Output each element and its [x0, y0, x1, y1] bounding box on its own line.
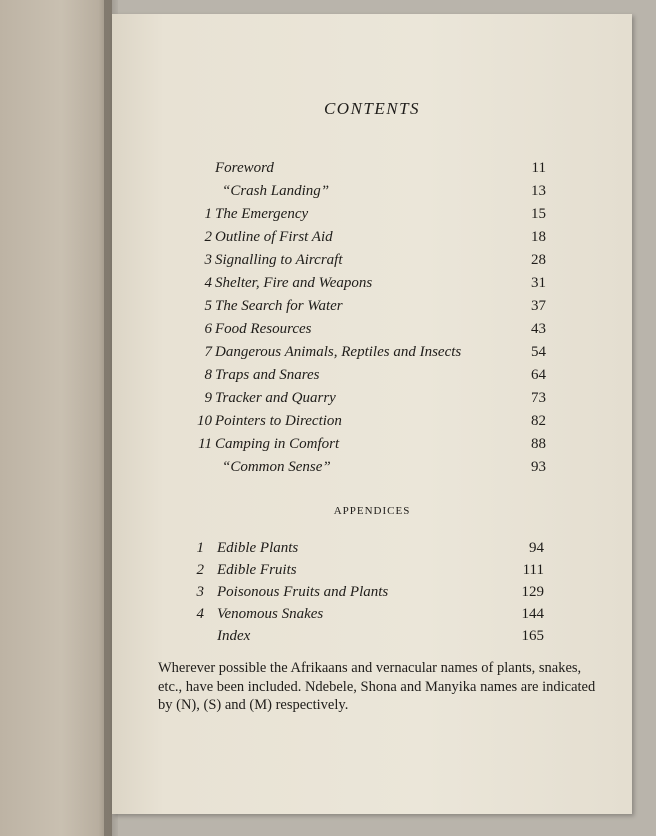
toc-entry — [112, 249, 632, 271]
toc-entry-page: 18 — [531, 229, 546, 245]
toc-entry-number: 4 — [204, 275, 212, 291]
appendix-entry-page: 111 — [522, 562, 544, 578]
appendix-entry-number: 2 — [196, 562, 204, 578]
appendix-entry-title: Venomous Snakes — [217, 606, 324, 622]
toc-entry-page: 64 — [531, 367, 546, 383]
appendix-entry-number: 4 — [196, 606, 204, 622]
toc-entry-title: The Search for Water — [215, 298, 343, 314]
toc-entry-title: Pointers to Direction — [215, 413, 342, 429]
appendix-entry-page: 165 — [521, 628, 544, 644]
toc-entry-page: 37 — [531, 298, 546, 314]
appendix-entry — [112, 603, 632, 625]
page-title: CONTENTS — [323, 99, 421, 118]
toc-entry-page: 13 — [531, 183, 546, 199]
toc-entry-title: Outline of First Aid — [215, 229, 333, 245]
toc-entry — [112, 318, 632, 340]
names-note: Wherever possible the Afrikaans and vernacular names of plants, snakes, etc., have been included. Ndebele, Shona and Manyika names are indicated by (N), (S) and (M) respectively. — [158, 660, 596, 713]
toc-entry-number: 7 — [204, 344, 212, 360]
appendix-entry — [112, 581, 632, 603]
toc-entry-page: 11 — [531, 160, 546, 176]
toc-entry — [112, 410, 632, 432]
toc-entry — [112, 433, 632, 455]
toc-entry — [112, 180, 632, 202]
toc-entry-number: 10 — [197, 413, 212, 429]
appendix-entry-page: 144 — [521, 606, 544, 622]
toc-entry — [112, 295, 632, 317]
toc-entry — [112, 203, 632, 225]
toc-entry-title: “Crash Landing” — [222, 183, 330, 199]
appendix-entry — [112, 537, 632, 559]
toc-entry — [112, 456, 632, 478]
toc-entry-title: Dangerous Animals, Reptiles and Insects — [215, 344, 462, 360]
left-page — [0, 0, 112, 836]
toc-entry-number: 9 — [204, 390, 212, 406]
toc-entry-number: 2 — [204, 229, 212, 245]
toc-entry-page: 54 — [531, 344, 546, 360]
toc-entry-page: 93 — [531, 459, 546, 475]
toc-entry-number: 3 — [204, 252, 212, 268]
toc-entry-title: “Common Sense” — [222, 459, 331, 475]
toc-entry — [112, 272, 632, 294]
appendix-entry-title: Edible Fruits — [217, 562, 297, 578]
toc-entry — [112, 341, 632, 363]
toc-entry-page: 15 — [531, 206, 546, 222]
toc-entry — [112, 364, 632, 386]
appendix-entry-page: 129 — [521, 584, 544, 600]
toc-entry-number: 8 — [204, 367, 212, 383]
toc-entry-title: Traps and Snares — [215, 367, 320, 383]
toc-entry-number: 6 — [204, 321, 212, 337]
appendix-entry-title: Edible Plants — [217, 540, 299, 556]
toc-entry — [112, 226, 632, 248]
appendix-entry — [112, 625, 632, 647]
toc-entry-title: Signalling to Aircraft — [215, 252, 343, 268]
toc-entry-number: 1 — [204, 206, 212, 222]
toc-entry-page: 43 — [531, 321, 546, 337]
appendices-heading: APPENDICES — [333, 505, 411, 517]
toc-entry — [112, 387, 632, 409]
toc-entry-title: The Emergency — [215, 206, 309, 222]
toc-entry-title: Food Resources — [215, 321, 312, 337]
toc-entry-page: 28 — [531, 252, 546, 268]
contents-page — [112, 14, 632, 814]
toc-entry-title: Tracker and Quarry — [215, 390, 336, 406]
toc-entry-page: 73 — [531, 390, 546, 406]
appendix-entry-number: 1 — [196, 540, 204, 556]
appendix-entry-page: 94 — [529, 540, 544, 556]
toc-entry-title: Camping in Comfort — [215, 436, 340, 452]
appendix-entry — [112, 559, 632, 581]
toc-entry-number: 5 — [204, 298, 212, 314]
toc-entry-page: 31 — [531, 275, 546, 291]
toc-entry-title: Foreword — [215, 160, 274, 176]
appendix-entry-number: 3 — [196, 584, 204, 600]
toc-entry-page: 82 — [531, 413, 546, 429]
appendix-entry-title: Index — [217, 628, 251, 644]
toc-entry-title: Shelter, Fire and Weapons — [215, 275, 373, 291]
toc-entry-page: 88 — [531, 436, 546, 452]
toc-entry — [112, 157, 632, 179]
toc-entry-number: 11 — [198, 436, 212, 452]
toc-list — [112, 14, 632, 814]
appendix-entry-title: Poisonous Fruits and Plants — [217, 584, 389, 600]
